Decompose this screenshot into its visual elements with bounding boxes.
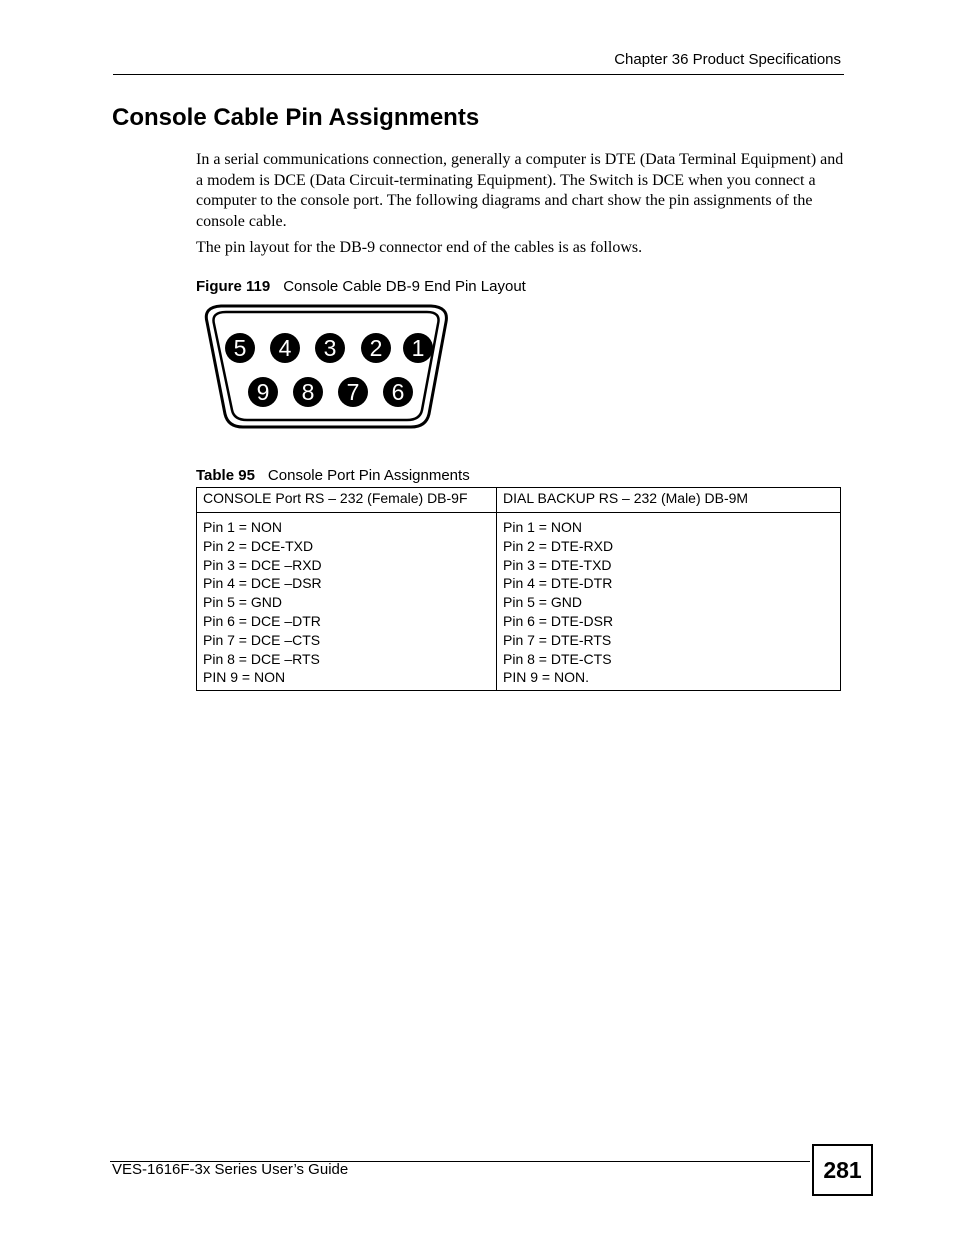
- table-caption: [196, 467, 470, 484]
- console-pin-1: Pin 1 = NON: [203, 519, 282, 535]
- table-label: Table 95: [196, 467, 255, 484]
- figure-caption: [196, 278, 526, 295]
- dial-backup-header: DIAL BACKUP RS – 232 (Male) DB-9M: [497, 488, 841, 513]
- pin-6-label: 6: [391, 379, 405, 405]
- pin-5-label: 5: [233, 335, 247, 361]
- pin-3-label: 3: [323, 335, 337, 361]
- connector-shell-outer: [206, 306, 446, 427]
- figure-label: Figure 119: [196, 278, 271, 295]
- console-pin-2: Pin 2 = DCE-TXD: [203, 537, 314, 554]
- console-pin-6: Pin 6 = DCE –DTR: [203, 612, 321, 629]
- console-pin-8: Pin 8 = DCE –RTS: [203, 650, 320, 667]
- pin-8-label: 8: [301, 379, 315, 405]
- pin-2-label: 2: [369, 335, 383, 361]
- dial-backup-pin-7: Pin 7 = DTE-RTS: [503, 631, 612, 648]
- dial-backup-pin-3: Pin 3 = DTE-TXD: [503, 556, 612, 573]
- section-title: Console Cable Pin Assignments: [112, 104, 480, 131]
- dial-backup-pin-8: Pin 8 = DTE-CTS: [503, 650, 612, 667]
- intro-paragraph: In a serial communications connection, generally a computer is DTE (Data Terminal Equipment) and a modem is DCE (Data Circuit-terminating Equipment). The Switch is DCE when you connect a computer to the console port. The following diagrams and chart show the pin assignments of the console cable.: [196, 151, 844, 230]
- dial-backup-pin-1: Pin 1 = NON: [503, 519, 582, 535]
- page-number: 281: [812, 1144, 873, 1196]
- dial-backup-pin-6: Pin 6 = DTE-DSR: [503, 612, 614, 629]
- pin-layout-paragraph: The pin layout for the DB-9 connector end of the cables is as follows.: [196, 239, 643, 256]
- pin-7-label: 7: [346, 379, 360, 405]
- guide-title: VES-1616F-3x Series User’s Guide: [112, 1161, 349, 1178]
- console-pin-7: Pin 7 = DCE –CTS: [203, 631, 321, 648]
- pin-9-label: 9: [256, 379, 270, 405]
- chapter-header: Chapter 36 Product Specifications: [614, 51, 841, 68]
- header-divider: [113, 74, 844, 75]
- console-port-header: CONSOLE Port RS – 232 (Female) DB-9F: [197, 488, 497, 513]
- dial-backup-pin-2: Pin 2 = DTE-RXD: [503, 537, 614, 554]
- pin-assignment-table: [196, 487, 841, 691]
- pin-1-label: 1: [411, 335, 425, 361]
- dial-backup-pin-9: PIN 9 = NON.: [503, 669, 589, 686]
- dial-backup-pin-cell: [497, 513, 841, 691]
- console-pin-4: Pin 4 = DCE –DSR: [203, 575, 322, 592]
- dial-backup-pin-4: Pin 4 = DTE-DTR: [503, 575, 613, 592]
- db9-connector-diagram: [199, 302, 455, 432]
- console-pin-5: Pin 5 = GND: [203, 594, 282, 611]
- table-header-row: [197, 488, 841, 513]
- pin-4-label: 4: [278, 335, 292, 361]
- console-pin-cell: [197, 513, 497, 691]
- table-caption-text: Console Port Pin Assignments: [267, 467, 470, 484]
- dial-backup-pin-5: Pin 5 = GND: [503, 594, 582, 611]
- table-row: [197, 513, 841, 691]
- console-pin-9: PIN 9 = NON: [203, 669, 286, 686]
- figure-caption-text: Console Cable DB-9 End Pin Layout: [283, 278, 526, 295]
- console-pin-3: Pin 3 = DCE –RXD: [203, 556, 322, 573]
